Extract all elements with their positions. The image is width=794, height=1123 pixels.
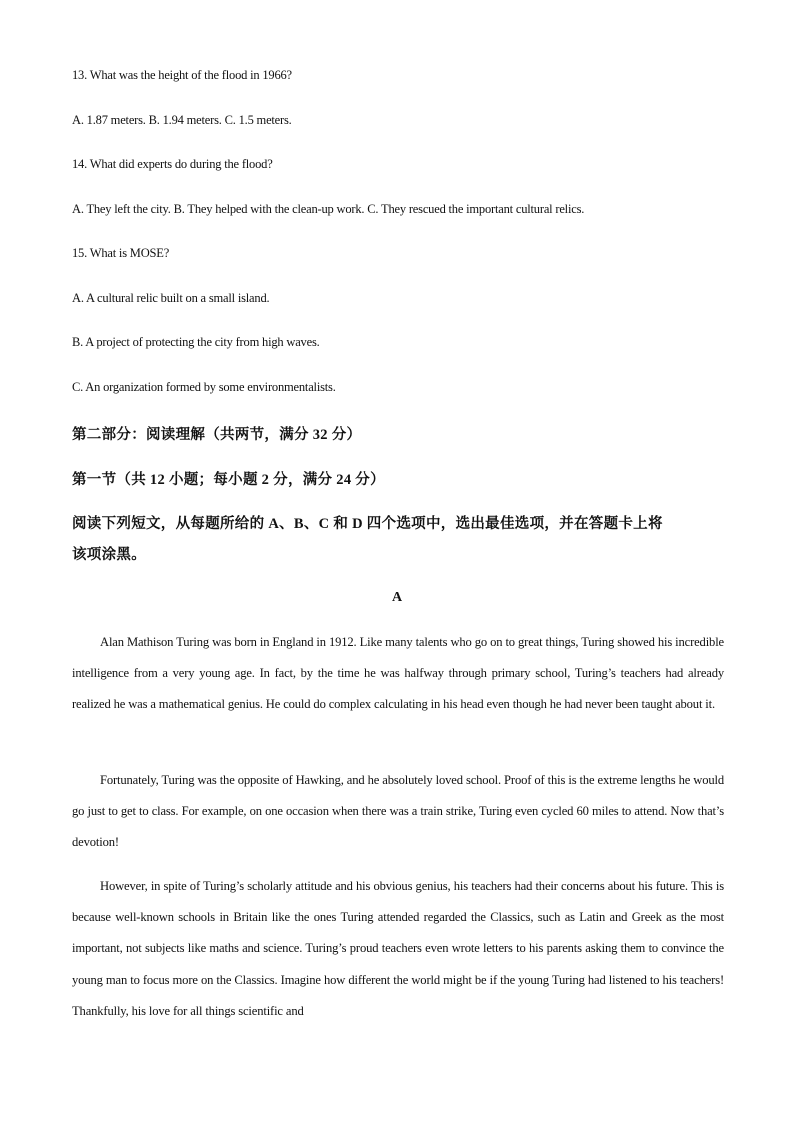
question-15-option-b: B. A project of protecting the city from high waves. [72, 335, 320, 349]
passage-title: A [391, 590, 403, 605]
section-heading: 第一节（共 12 小题；每小题 2 分，满分 24 分） [72, 472, 385, 488]
instruction-line-2: 该项涂黑。 [72, 547, 146, 563]
question-13-options: A. 1.87 meters. B. 1.94 meters. C. 1.5 meters. [72, 113, 292, 127]
part-heading: 第二部分：阅读理解（共两节，满分 32 分） [72, 427, 362, 443]
passage-paragraph-1: Alan Mathison Turing was born in England in 1912. Like many talents who go on to great things, Turing showed his incredible intelligence from a very young age. In fact, by the time he was halfway through primary school, Turing’s teachers had already realized he was a mathematical genius. He could do complex calculating in his head even though he had never been taught about it. [72, 635, 724, 712]
question-15-stem: 15. What is MOSE? [72, 246, 170, 260]
question-15-option-c: C. An organization formed by some environmentalists. [72, 380, 336, 394]
instruction-line-1: 阅读下列短文，从每题所给的 A、B、C 和 D 四个选项中，选出最佳选项，并在答题卡上将 [72, 516, 663, 532]
passage-paragraph-3: However, in spite of Turing’s scholarly attitude and his obvious genius, his teachers had their concerns about his future. This is because well-known schools in Britain like the ones Turing attended regarded the Classics, such as Latin and Greek as the most important, not subjects like maths and science. Turing’s proud teachers even wrote letters to his parents asking them to convince the young man to focus more on the Classics. Imagine how different the world might be if the young Turing had listened to his teachers! Thankfully, his love for all things scientific and [72, 879, 724, 1018]
passage-paragraph-2: Fortunately, Turing was the opposite of Hawking, and he absolutely loved school. Proof of this is the extreme lengths he would go just to get to class. For example, on one occasion when there was a train strike, Turing even cycled 60 miles to attend. Now that’s devotion! [72, 773, 724, 850]
question-14-options: A. They left the city. B. They helped with the clean-up work. C. They rescued the important cultural relics. [72, 202, 585, 216]
question-13-stem: 13. What was the height of the flood in 1966? [72, 68, 292, 82]
question-15-option-a: A. A cultural relic built on a small island. [72, 291, 270, 305]
question-14-stem: 14. What did experts do during the flood? [72, 157, 273, 171]
